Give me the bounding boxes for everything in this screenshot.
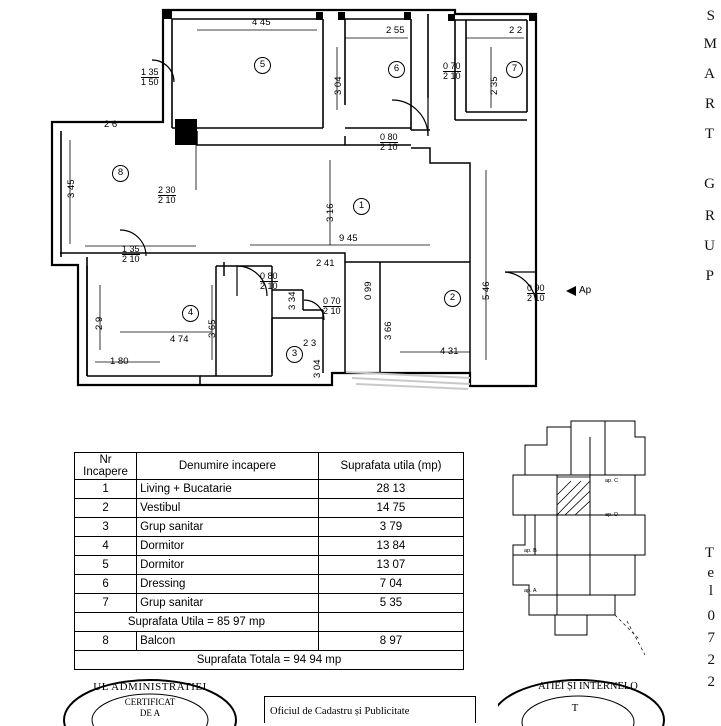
dimension-v-0: 3 04	[333, 76, 344, 95]
table-row	[75, 575, 464, 594]
watermark-letter-r2: R	[704, 208, 715, 224]
dimension-v-1: 2 35	[489, 76, 500, 95]
dimension-h-4: 9 45	[339, 233, 358, 244]
dimension-v-7: 2 9	[94, 316, 105, 330]
row-area: 13 84	[318, 537, 463, 556]
dimension-v-3: 3 16	[325, 203, 336, 222]
dimension-v-10: 3 04	[312, 359, 323, 378]
room-number-6: 6	[388, 61, 405, 78]
footer-stamp-right-line2: T	[571, 702, 579, 714]
door-label-2-bottom: 2 10	[380, 142, 398, 152]
door-label-0-bottom: 1 50	[141, 77, 159, 87]
room-number-4: 4	[182, 305, 199, 322]
subtotal-label: Suprafata Utila = 85 97 mp	[75, 613, 319, 632]
room-number-3: 3	[286, 346, 303, 363]
door-label-5	[260, 272, 278, 291]
row-name: Dormitor	[137, 537, 319, 556]
areas-table	[74, 452, 464, 670]
row-area: 28 13	[318, 480, 463, 499]
table-row	[75, 594, 464, 613]
room-number-2: 2	[444, 290, 461, 307]
row-nr: 7	[75, 594, 137, 613]
key-plan-label-c: ap. C	[605, 478, 619, 484]
header-nr: Nr Incapere	[75, 453, 137, 480]
table-subtotal-row	[75, 613, 464, 632]
room-number-7: 7	[506, 61, 523, 78]
table-row	[75, 480, 464, 499]
dimension-h-3: 2 6	[104, 119, 118, 130]
row-name: Dressing	[137, 575, 319, 594]
watermark-letter-t: T	[704, 126, 714, 142]
dimension-v-4: 5 46	[481, 281, 492, 300]
row-name: Vestibul	[137, 499, 319, 518]
dimension-h-2: 2 2	[509, 25, 523, 36]
door-label-6	[323, 297, 341, 316]
watermark-tail-2b: 2	[707, 674, 715, 690]
table-row	[75, 499, 464, 518]
door-label-4	[122, 245, 140, 264]
table-row	[75, 537, 464, 556]
dimension-v-5: 0 99	[363, 281, 374, 300]
door-label-7-bottom: 2 10	[527, 293, 545, 303]
door-label-4-top: 1 35	[122, 244, 140, 254]
door-label-3-bottom: 2 10	[158, 195, 176, 205]
door-label-0	[141, 68, 159, 87]
watermark-tail-0: 0	[707, 608, 715, 624]
door-label-0-top: 1 35	[141, 67, 159, 77]
footer-center-text: Oficiul de Cadastru și Publicitate	[270, 706, 410, 717]
dimension-h-0: 4 45	[252, 17, 271, 28]
door-label-1-top: 0 70	[443, 61, 461, 71]
row-area: 13 07	[318, 556, 463, 575]
row-nr: 4	[75, 537, 137, 556]
room-number-8: 8	[112, 165, 129, 182]
dimension-h-9: 2 3	[303, 338, 317, 349]
row-name: Living + Bucatarie	[137, 480, 319, 499]
footer-stamp-right-line1: ATIEI ȘI INTERNELO	[538, 681, 638, 692]
row-name: Grup sanitar	[137, 518, 319, 537]
row-name: Grup sanitar	[137, 594, 319, 613]
watermark-tail-7: 7	[707, 630, 715, 646]
watermark-letter-r: R	[704, 96, 715, 112]
dimension-v-9: 3 66	[383, 321, 394, 340]
watermark-letter-p: P	[705, 268, 714, 284]
key-plan-label-a: ap. A	[524, 588, 537, 594]
key-plan-svg	[495, 415, 655, 665]
dimension-h-7: 1 80	[110, 356, 129, 367]
watermark-tail-2: 2	[707, 652, 715, 668]
row-name: Dormitor	[137, 556, 319, 575]
total-label: Suprafata Totala = 94 94 mp	[75, 651, 464, 670]
dimension-v-8: 3 34	[287, 291, 298, 310]
row-area: 7 04	[318, 575, 463, 594]
dimension-h-6: 4 74	[170, 334, 189, 345]
watermark-letter-a: A	[704, 66, 715, 82]
footer-stamp-left-line2: CERTIFICAT	[124, 697, 176, 707]
footer-stamp-left-line3: DE A	[139, 708, 161, 718]
watermark-letter-m: M	[703, 36, 717, 52]
building-key-plan	[495, 415, 655, 665]
table-row	[75, 518, 464, 537]
watermark-tail-e: e	[707, 565, 714, 581]
watermark-tail-l: l	[708, 583, 713, 599]
watermark-tail-t: T	[704, 545, 714, 561]
row-area: 5 35	[318, 594, 463, 613]
watermark-letter-s: S	[706, 8, 715, 24]
room-number-1: 1	[353, 198, 370, 215]
dimension-h-1: 2 55	[386, 25, 405, 36]
row-nr: 5	[75, 556, 137, 575]
table-row-balcony	[75, 632, 464, 651]
door-label-5-bottom: 2 10	[260, 281, 278, 291]
row-nr: 2	[75, 499, 137, 518]
header-area: Suprafata utila (mp)	[318, 453, 463, 480]
dimension-v-6: 3 65	[207, 319, 218, 338]
dimension-h-5: 2 41	[316, 258, 335, 269]
door-label-7-top: 0 90	[527, 283, 545, 293]
dimension-h-8: 4 31	[440, 346, 459, 357]
table-header-row	[75, 453, 464, 480]
door-label-2	[380, 133, 398, 152]
dimension-v-2: 3 45	[66, 179, 77, 198]
watermark-letter-g: G	[704, 176, 715, 192]
door-label-6-top: 0 70	[323, 296, 341, 306]
door-label-3-top: 2 30	[158, 185, 176, 195]
door-label-1	[443, 62, 461, 81]
key-plan-label-b: ap. B	[524, 548, 537, 554]
entrance-ap-label: Ap	[579, 285, 592, 296]
door-label-7	[527, 284, 545, 303]
door-label-3	[158, 186, 176, 205]
door-label-6-bottom: 2 10	[323, 306, 341, 316]
header-name: Denumire incapere	[137, 453, 319, 480]
table-row	[75, 556, 464, 575]
table-total-row	[75, 651, 464, 670]
row-area: 8 97	[318, 632, 463, 651]
subtotal-blank	[318, 613, 463, 632]
footer-stamp-left-line1: UL ADMINISTRATIEI	[93, 681, 207, 693]
row-nr: 8	[75, 632, 137, 651]
door-label-1-bottom: 2 10	[443, 71, 461, 81]
watermark-letter-u: U	[704, 238, 715, 254]
door-label-2-top: 0 80	[380, 132, 398, 142]
row-area: 14 75	[318, 499, 463, 518]
row-nr: 3	[75, 518, 137, 537]
row-area: 3 79	[318, 518, 463, 537]
key-plan-label-d: ap. D	[605, 512, 619, 518]
door-label-4-bottom: 2 10	[122, 254, 140, 264]
row-name: Balcon	[137, 632, 319, 651]
row-nr: 6	[75, 575, 137, 594]
door-label-5-top: 0 80	[260, 271, 278, 281]
room-number-5: 5	[254, 57, 271, 74]
row-nr: 1	[75, 480, 137, 499]
